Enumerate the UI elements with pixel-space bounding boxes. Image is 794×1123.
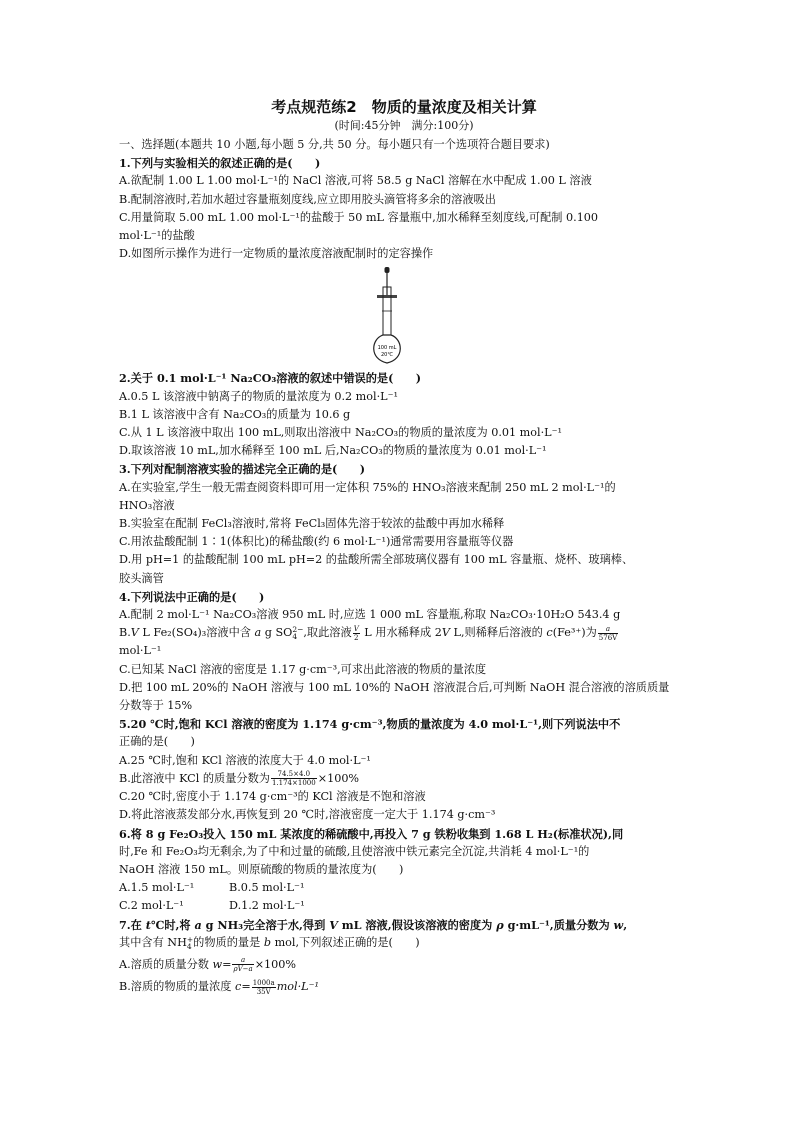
q4b-ans-denominator: 576V [598,633,618,642]
question-5-option-d: D.将此溶液蒸发部分水,再恢复到 20 ℃时,溶液密度一定大于 1.174 g·cm⁻³ [119,808,496,822]
question-6-stem-cont2: NaOH 溶液 150 mL。则原硫酸的物质的量浓度为( ) [119,862,404,876]
volumetric-flask-figure [119,265,689,365]
q4b-answer-fraction [598,625,618,642]
q7b-frac-numerator: 1000a [252,978,275,987]
question-4-option-d: D.把 100 mL 20%的 NaOH 溶液与 100 mL 10%的 NaOH 溶液混合后,可判断 NaOH 混合溶液的溶质质量 [119,680,670,694]
question-6-stem: 6.将 8 g Fe₂O₃投入 150 mL 某浓度的稀硫酸中,再投入 7 g 铁粉收集到 1.68 L H₂(标准状况),同 [119,826,624,841]
q7-text: 其中含有 NH [119,935,187,949]
flask-label-temp: 20℃ [381,352,393,359]
q4b-frac-denominator: 2 [353,633,359,642]
q7-text: g NH₃完全溶于水,得到 [201,917,330,932]
q7b-unit: mol·L⁻¹ [276,980,319,994]
q7-text: ℃时,将 [150,917,195,932]
question-5-stem: 5.20 ℃时,饱和 KCl 溶液的密度为 1.174 g·cm⁻³,物质的量浓度为 4.0 mol·L⁻¹,则下列说法中不 [119,717,621,732]
question-6-options-row1 [119,879,689,897]
question-2-stem: 2.关于 0.1 mol·L⁻¹ Na₂CO₃溶液的叙述中错误的是( ) [119,371,422,386]
q7a-var-w: w [212,957,223,971]
q4b-ion-subscript: 4 [292,632,298,642]
question-2-option-b: B.1 L 该溶液中含有 Na₂CO₃的质量为 10.6 g [119,407,351,421]
q7-text: mL 溶液,假设该溶液的密度为 [337,917,497,932]
q4b-ans-numerator: a [598,625,618,634]
question-3-option-b: B.实验室在配制 FeCl₃溶液时,常将 FeCl₃固体先溶于较浓的盐酸中再加水稀释 [119,517,505,531]
question-5-option-c: C.20 ℃时,密度小于 1.174 g·cm⁻³的 KCl 溶液是不饱和溶液 [119,790,426,804]
q7b-text: B.溶质的物质的量浓度 [119,980,236,994]
volumetric-flask-icon [367,267,407,365]
q7-text: 的物质的量是 [193,935,264,949]
question-4-option-c: C.已知某 NaCl 溶液的密度是 1.17 g·cm⁻³,可求出此溶液的物质的量浓度 [119,662,487,676]
question-2-option-d: D.取该溶液 10 mL,加水稀释至 100 mL 后,Na₂CO₃的物质的量浓度为 0.01 mol·L⁻¹ [119,444,547,458]
question-3-option-d-cont: 胶头滴管 [119,571,164,585]
flask-label-volume: 100 mL [377,345,397,352]
question-7-stem-cont [119,934,689,952]
question-4-option-b [119,624,689,642]
q5b-fraction [271,770,317,787]
question-5-option-a: A.25 ℃时,饱和 KCl 溶液的浓度大于 4.0 mol·L⁻¹ [119,753,371,767]
q4b-text: L Fe₂(SO₄)₃溶液中含 [138,626,255,640]
page-title: 考点规范练2 物质的量浓度及相关计算 [271,98,537,116]
question-1-option-b: B.配制溶液时,若加水超过容量瓶刻度线,应立即用胶头滴管将多余的溶液吸出 [119,192,496,206]
q5b-text: B.此溶液中 KCl 的质量分数为 [119,771,270,785]
q7b-fraction [252,979,276,996]
q7-var-rho: ρ [496,917,504,932]
q4b-text: (Fe³⁺)为 [552,626,597,640]
q4b-fraction [353,625,360,642]
q7-text: mol,下列叙述正确的是( ) [271,935,420,949]
q4b-ion-charge: 2− [292,625,304,635]
question-7-option-a [119,956,689,974]
q5b-frac-numerator: 74.5×4.0 [271,770,317,779]
question-3-option-a: A.在实验室,学生一般无需查阅资料即可用一定体积 75%的 HNO₃溶液来配制 250 mL 2 mol·L⁻¹的 [119,480,616,494]
question-1-stem: 1.下列与实验相关的叙述正确的是( ) [119,156,321,171]
question-6-stem-cont1: 时,Fe 和 Fe₂O₃均无剩余,为了中和过量的硫酸,且使溶液中铁元素完全沉淀,共消耗 4 mol·L⁻¹的 [119,844,590,858]
q4b-var-a: a [254,626,262,640]
q7a-frac-numerator: a [232,956,253,965]
question-6-option-d: D.1.2 mol·L⁻¹ [229,899,305,913]
q7a-text: = [222,957,232,971]
q7-ion-subscript: 4 [186,941,192,951]
q7a-fraction [232,956,253,973]
q4b-var-v: V [130,626,139,640]
question-6-option-c: C.2 mol·L⁻¹ [119,899,184,913]
q5b-frac-denominator: 1.174×1000 [271,779,316,788]
page-subtitle: (时间:45分钟 满分:100分) [334,119,474,132]
q7b-frac-denominator: 35V [256,987,271,996]
q7a-text: A.溶质的质量分数 [119,957,213,971]
q7-var-b: b [263,935,272,949]
q7a-frac-denominator: ρV−a [233,965,253,974]
question-3-stem: 3.下列对配制溶液实验的描述完全正确的是( ) [119,462,366,477]
question-4-option-d-cont: 分数等于 15% [119,699,193,713]
question-3-option-c: C.用浓盐酸配制 1∶1(体积比)的稀盐酸(约 6 mol·L⁻¹)通常需要用容量瓶等仪器 [119,535,514,549]
q4b-text: B. [119,626,131,640]
question-7-stem [119,916,689,934]
question-1-option-a: A.欲配制 1.00 L 1.00 mol·L⁻¹的 NaCl 溶液,可将 58.5 g NaCl 溶解在水中配成 1.00 L 溶液 [119,174,592,188]
q7a-text: ×100% [254,957,297,971]
question-1-option-c-cont: mol·L⁻¹的盐酸 [119,229,195,243]
question-6-options-row2 [119,897,689,915]
question-4-option-b-cont: mol·L⁻¹ [119,644,162,658]
q7-text: , [623,917,628,932]
q7-ion-charge: + [186,934,194,944]
question-1-option-c: C.用量筒取 5.00 mL 1.00 mol·L⁻¹的盐酸于 50 mL 容量瓶中,加水稀释至刻度线,可配制 0.100 [119,210,599,224]
section-heading: 一、选择题(本题共 10 小题,每小题 5 分,共 50 分。每小题只有一个选项符合题目要求) [119,138,550,151]
q4b-var-v2: V [441,626,450,640]
q7b-text: = [241,980,251,994]
q5b-text: ×100% [317,771,360,785]
question-6-option-b: B.0.5 mol·L⁻¹ [229,881,305,895]
q4b-text: ,取此溶液 [303,626,352,640]
worksheet-page [119,98,689,996]
question-3-option-a-cont: HNO₃溶液 [119,498,175,512]
question-1-option-d: D.如图所示操作为进行一定物质的量浓度溶液配制时的定容操作 [119,247,434,261]
q4b-var-c: c [546,626,553,640]
q4b-text: g SO [261,626,293,640]
q7-text: g·mL⁻¹,质量分数为 [503,917,614,932]
question-5-stem-cont: 正确的是( ) [119,735,195,749]
question-2-option-a: A.0.5 L 该溶液中钠离子的物质的量浓度为 0.2 mol·L⁻¹ [119,389,398,403]
question-5-option-b [119,770,689,788]
question-2-option-c: C.从 1 L 该溶液中取出 100 mL,则取出溶液中 Na₂CO₃的物质的量浓度为 0.01 mol·L⁻¹ [119,426,562,440]
question-4-option-a: A.配制 2 mol·L⁻¹ Na₂CO₃溶液 950 mL 时,应选 1 000 mL 容量瓶,称取 Na₂CO₃·10H₂O 543.4 g [119,608,621,622]
question-4-stem: 4.下列说法中正确的是( ) [119,589,265,604]
q4b-frac-numerator: V [353,624,359,633]
q4b-text: L,则稀释后溶液的 [450,626,547,640]
q7-text: 7.在 [119,917,146,932]
q7-var-a: a [194,917,202,932]
q7-var-w: w [613,917,624,932]
question-3-option-d: D.用 pH=1 的盐酸配制 100 mL pH=2 的盐酸所需全部玻璃仪器有 100 mL 容量瓶、烧杯、玻璃棒、 [119,553,634,567]
question-6-option-a: A.1.5 mol·L⁻¹ [119,881,195,895]
q4b-text: L 用水稀释成 2 [360,626,442,640]
q7b-var-c: c [235,980,242,994]
q7-var-t: t [145,917,151,932]
q7-var-v: V [329,917,338,932]
question-7-option-b [119,978,689,996]
